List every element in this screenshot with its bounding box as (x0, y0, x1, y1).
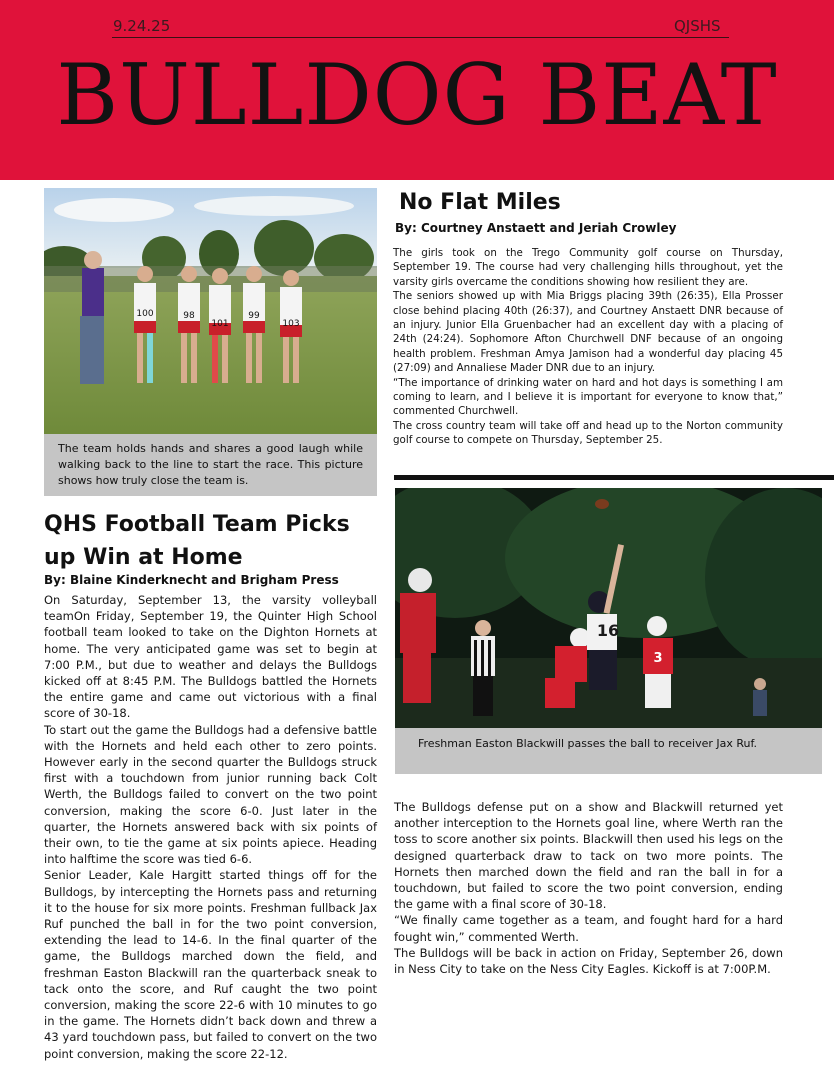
bib-number: 100 (136, 309, 154, 319)
cross-country-photo-image (44, 188, 377, 434)
paragraph: The Bulldogs will be back in action on Friday, September 26, down in Ness City to take on the Ness City Eagles. Kickoff is at 7:00P.M. (394, 945, 783, 977)
football-photo (395, 488, 822, 728)
paragraph: On Saturday, September 13, the varsity volleyball teamOn Friday, September 19, the Quinter High School football team looked to take on the Dighton Hornets at home. The very anticipated game was set to begin at 7:00 P.M., but due to weather and delays the Bulldogs kicked off at 8:45 P.M. The Bulldogs battled the Hornets the entire game and came out victorious with a final score of 30-18. (44, 593, 377, 721)
cross-country-byline: By: Courtney Anstaett and Jeriah Crowley (395, 221, 677, 235)
bib-number: 101 (211, 319, 229, 329)
jersey-number: 16 (596, 621, 620, 640)
cross-country-photo (44, 188, 377, 434)
paragraph: “We finally came together as a team, and fought hard for a hard fought win,” commented Werth. (394, 913, 783, 944)
paragraph: The girls took on the Trego Community golf course on Thursday, September 19. The course had very challenging hills throughout, yet the varsity girls overcame the conditions showing how resilient they are. (393, 247, 783, 288)
cross-country-caption-box (44, 434, 377, 496)
paragraph: “The importance of drinking water on hard and hot days is something I am coming to learn, and I believe it is important for everyone to know that,” commented Churchwell. (393, 376, 783, 418)
masthead-rule (112, 37, 729, 38)
football-body-left (44, 592, 377, 1062)
newspaper-title: BULLDOG BEAT (56, 46, 778, 144)
paragraph: The Bulldogs defense put on a show and Blackwill returned yet another interception to the Hornets goal line, where Werth ran the toss to score another six points. Blackwill then used his legs on the designed quarterback draw to tack on two more points. The Hornets then marched down the field and ran the ball in for a touchdown, but failed to score the two point conversion, ending the game with a final score of 30-18. (394, 800, 783, 912)
paragraph: To start out the game the Bulldogs had a defensive battle with the Hornets and held each other to zero points. However early in the second quarter the Bulldogs struck first with a touchdown from junior running back Colt Werth, the Bulldogs failed to convert on the two point conversion, making the score 6-0. Just later in the quarter, the Hornets answered back with six points of their own, to tie the game at six points apiece. Heading into halftime the score was tied 6-6. (44, 722, 377, 867)
bib-number: 103 (282, 319, 300, 329)
football-headline: QHS Football Team Picks up Win at Home (44, 512, 350, 570)
bib-number: 98 (183, 311, 195, 321)
football-photo-image (395, 488, 822, 728)
football-caption: Freshman Easton Blackwill passes the ball to receiver Jax Ruf. (418, 737, 758, 750)
cross-country-body (393, 246, 783, 448)
masthead (0, 0, 834, 180)
cross-country-headline: No Flat Miles (399, 190, 561, 215)
paragraph: The cross country team will take off and head up to the Norton community golf course to compete on Thursday, September 25. (393, 419, 783, 447)
paragraph: The seniors showed up with Mia Briggs placing 39th (26:35), Ella Prosser close behind placing 40th (26:37), and Courtney Anstaett DNR because of an injury. Junior Ella Gruenbacher had an excellent day with a placing of 24th (24:24). Sophomore Afton Churchwell DNF because of an ongoing health problem. Freshman Amya Jamison had a wonderful day placing 45 (27:09) and Annaliese Mader DNR due to an injury. (393, 290, 783, 375)
cross-country-caption: The team holds hands and shares a good laugh while walking back to the line to start the race. This picture shows how truly close the team is. (58, 442, 363, 487)
football-caption-box (395, 728, 822, 774)
paragraph: Senior Leader, Kale Hargitt started things off for the Bulldogs, by intercepting the Hornets pass and returning it to the house for six more points. Freshman fullback Jax Ruf punched the ball in for the two point conversion, extending the lead to 14-6. In the final quarter of the game, the Bulldogs marched down the field, and freshman Easton Blackwill ran the quarterback sneak to tack onto the score, and Ruf caught the two point conversion, making the score 22-6 with 10 minutes to go in the game. The Hornets didn’t back down and threw a 43 yard touchdown pass, but failed to convert on the two point conversion, making the score 22-12. (44, 868, 377, 1061)
football-byline: By: Blaine Kinderknecht and Brigham Press (44, 573, 339, 587)
school-name: QJSHS (674, 17, 721, 35)
football-body-right (394, 799, 783, 977)
jersey-number: 3 (653, 651, 663, 666)
section-divider (394, 475, 834, 480)
bib-number: 99 (248, 311, 260, 321)
issue-date: 9.24.25 (113, 17, 171, 35)
